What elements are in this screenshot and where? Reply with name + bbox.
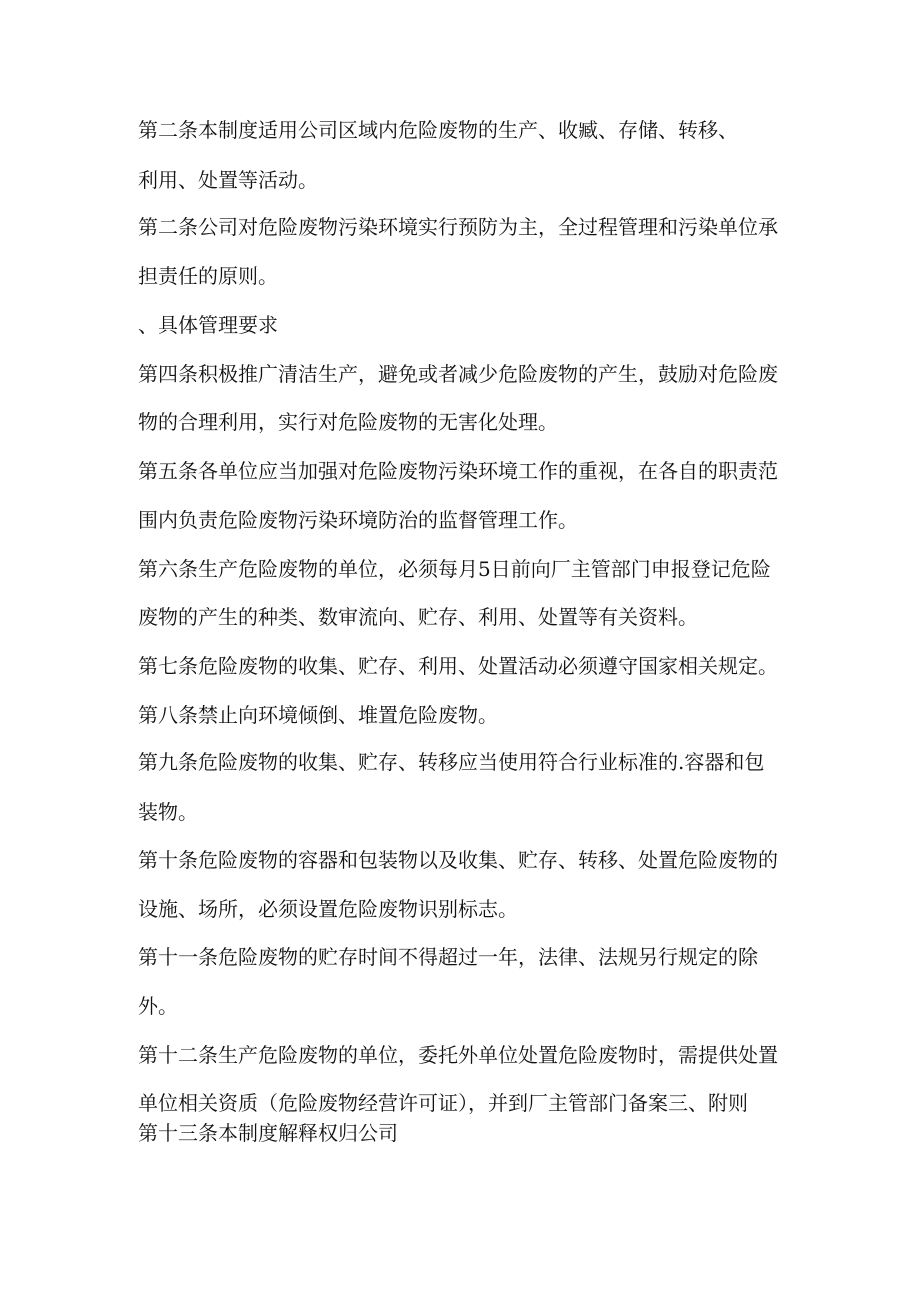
text-line: 第十三条本制度解释权归公司: [138, 1121, 398, 1145]
text-line: 废物的产生的种类、数审流向、贮存、利用、处置等有关资料。: [138, 605, 698, 629]
text-line: 第九条危险废物的收集、贮存、转移应当使用符合行业标准的.容器和包: [138, 750, 765, 774]
text-line: 第十条危险废物的容器和包装物以及收集、贮存、转移、处置危险废物的: [138, 848, 778, 872]
text-line: 外。: [138, 994, 178, 1018]
text-line: 第五条各单位应当加强对危险废物污染环境工作的重视，在各自的职责范: [138, 459, 778, 483]
text-line: 设施、场所，必须设置危险废物识别标志。: [138, 897, 518, 921]
text-line: 物的合理利用，实行对危险废物的无害化处理。: [138, 410, 558, 434]
text-line: 第七条危险废物的收集、贮存、利用、处置活动必须遵守国家相关规定。: [138, 654, 778, 678]
text-line: 第十二条生产危险废物的单位，委托外单位处置危险废物时，需提供处置: [138, 1043, 778, 1067]
section-heading: 、具体管理要求: [138, 313, 278, 337]
text-line: 装物。: [138, 800, 198, 824]
text-line: 单位相关资质（危险废物经营许可证），并到厂主管部门备案三、附则: [138, 1091, 748, 1115]
text-line: 担责任的原则。: [138, 264, 278, 288]
text-line: 第四条积极推广清洁生产，避免或者减少危险废物的产生，鼓励对危险废: [138, 362, 778, 386]
text-line: 第八条禁止向环境倾倒、堆置危险废物。: [138, 703, 498, 727]
text-line: 第六条生产危险废物的单位，必须每月5日前向厂主管部门申报登记危险: [138, 557, 771, 581]
text-line: 围内负责危险废物污染环境防治的监督管理工作。: [138, 508, 578, 532]
text-line: 利用、处置等活动。: [138, 168, 318, 192]
text-line: 第二条公司对危险废物污染环境实行预防为主，全过程管理和污染单位承: [138, 215, 778, 239]
text-line: 第十一条危险废物的贮存时间不得超过一年，法律、法规另行规定的除: [138, 945, 758, 969]
text-line: 第二条本制度适用公司区域内危险废物的生产、收臧、存储、转移、: [138, 118, 738, 142]
